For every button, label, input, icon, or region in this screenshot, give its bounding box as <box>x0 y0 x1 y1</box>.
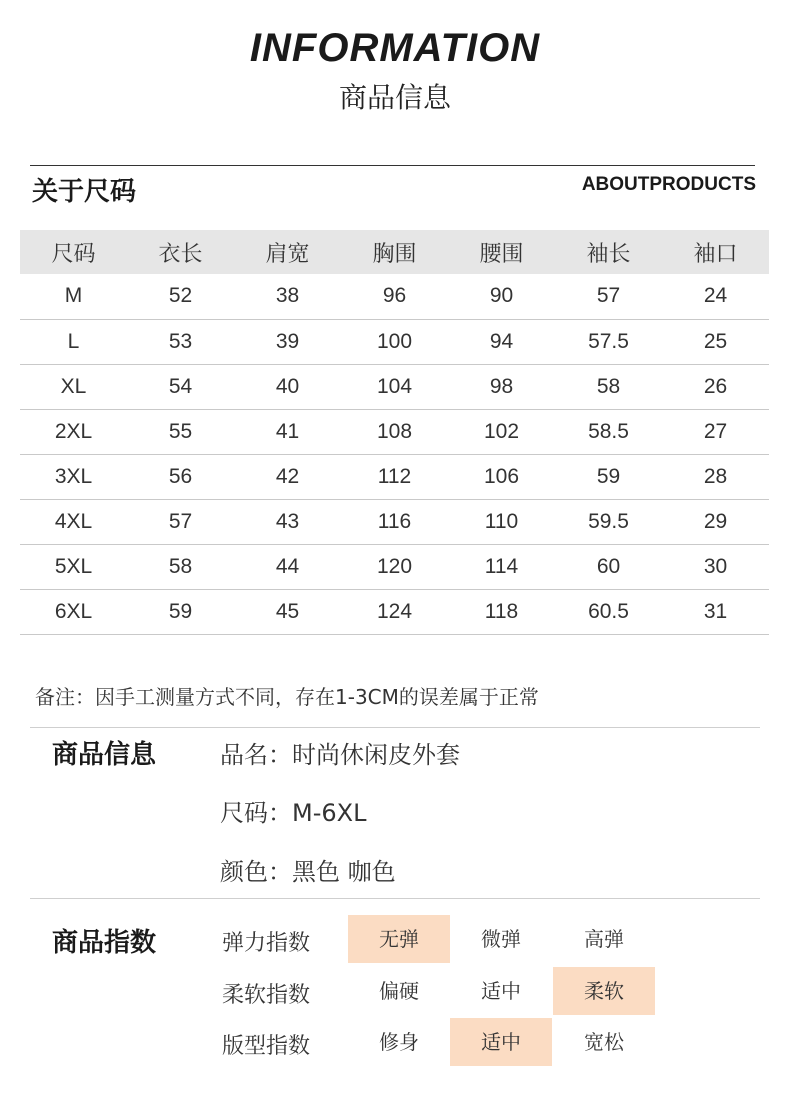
table-cell: XL <box>20 364 127 409</box>
product-name: 品名：时尚休闲皮外套 <box>220 741 460 769</box>
table-cell: 114 <box>448 544 555 589</box>
table-cell: 25 <box>662 319 769 364</box>
table-cell: 100 <box>341 319 448 364</box>
table-cell: 39 <box>234 319 341 364</box>
table-cell: M <box>20 274 127 319</box>
table-cell: 27 <box>662 409 769 454</box>
table-cell: 56 <box>127 454 234 499</box>
index-label: 弹力指数 <box>222 931 311 956</box>
index-option: 高弹 <box>584 927 624 951</box>
table-cell: 44 <box>234 544 341 589</box>
size-table-header <box>20 230 769 274</box>
table-cell: 104 <box>341 364 448 409</box>
product-size-range: 尺码：M-6XL <box>220 799 367 827</box>
divider-index <box>30 898 760 899</box>
table-cell: 110 <box>448 499 555 544</box>
table-cell: 29 <box>662 499 769 544</box>
table-cell: 112 <box>341 454 448 499</box>
table-cell: 58 <box>555 364 662 409</box>
table-cell: 3XL <box>20 454 127 499</box>
product-index-title: 商品指数 <box>52 928 157 958</box>
page-subtitle: 商品信息 <box>338 81 451 114</box>
table-cell: 28 <box>662 454 769 499</box>
column-header: 胸围 <box>341 230 448 274</box>
table-cell: 30 <box>662 544 769 589</box>
table-cell: 54 <box>127 364 234 409</box>
column-header: 衣长 <box>127 230 234 274</box>
table-cell: 94 <box>448 319 555 364</box>
product-info-title: 商品信息 <box>52 740 157 770</box>
table-cell: 26 <box>662 364 769 409</box>
index-label: 柔软指数 <box>222 983 311 1008</box>
table-cell: 41 <box>234 409 341 454</box>
table-cell: 4XL <box>20 499 127 544</box>
table-cell: 6XL <box>20 589 127 634</box>
table-cell: 116 <box>341 499 448 544</box>
page-title: INFORMATION <box>249 26 541 70</box>
table-cell: 118 <box>448 589 555 634</box>
table-cell: 31 <box>662 589 769 634</box>
table-cell: 40 <box>234 364 341 409</box>
table-cell: 60 <box>555 544 662 589</box>
table-cell: 102 <box>448 409 555 454</box>
table-cell: 38 <box>234 274 341 319</box>
top-divider <box>30 165 755 166</box>
table-cell: 2XL <box>20 409 127 454</box>
table-row <box>20 409 769 454</box>
divider-info <box>30 727 760 728</box>
table-row <box>20 454 769 499</box>
index-option-selected: 无弹 <box>348 915 450 963</box>
index-option: 微弹 <box>481 927 521 951</box>
column-header: 腰围 <box>448 230 555 274</box>
measurement-note: 备注：因手工测量方式不同，存在1-3CM的误差属于正常 <box>35 685 539 709</box>
table-cell: 5XL <box>20 544 127 589</box>
size-table <box>20 230 769 635</box>
table-cell: 58 <box>127 544 234 589</box>
table-cell: 57 <box>127 499 234 544</box>
table-cell: 90 <box>448 274 555 319</box>
column-header: 袖口 <box>662 230 769 274</box>
table-cell: 98 <box>448 364 555 409</box>
column-header: 袖长 <box>555 230 662 274</box>
table-cell: 59 <box>127 589 234 634</box>
table-cell: 108 <box>341 409 448 454</box>
section-title-size: 关于尺码 <box>32 177 137 207</box>
table-cell: 120 <box>341 544 448 589</box>
index-option: 宽松 <box>584 1030 624 1054</box>
table-cell: L <box>20 319 127 364</box>
product-colors: 颜色：黑色 咖色 <box>220 858 396 886</box>
table-row <box>20 364 769 409</box>
table-cell: 55 <box>127 409 234 454</box>
table-cell: 53 <box>127 319 234 364</box>
table-cell: 52 <box>127 274 234 319</box>
table-cell: 42 <box>234 454 341 499</box>
index-option: 适中 <box>481 979 521 1003</box>
column-header: 肩宽 <box>234 230 341 274</box>
table-row <box>20 499 769 544</box>
table-cell: 43 <box>234 499 341 544</box>
size-table-body <box>20 274 769 634</box>
column-header: 尺码 <box>20 230 127 274</box>
index-option-selected: 柔软 <box>553 967 655 1015</box>
index-label: 版型指数 <box>222 1034 311 1059</box>
table-cell: 57.5 <box>555 319 662 364</box>
table-cell: 96 <box>341 274 448 319</box>
table-cell: 24 <box>662 274 769 319</box>
table-cell: 60.5 <box>555 589 662 634</box>
table-row <box>20 589 769 634</box>
table-cell: 58.5 <box>555 409 662 454</box>
table-cell: 106 <box>448 454 555 499</box>
table-cell: 59 <box>555 454 662 499</box>
index-option: 偏硬 <box>379 979 419 1003</box>
table-row <box>20 544 769 589</box>
table-cell: 59.5 <box>555 499 662 544</box>
section-title-english: ABOUTPRODUCTS <box>581 174 756 195</box>
index-option-selected: 适中 <box>450 1018 552 1066</box>
table-cell: 57 <box>555 274 662 319</box>
index-option: 修身 <box>379 1030 419 1054</box>
table-row <box>20 319 769 364</box>
table-cell: 124 <box>341 589 448 634</box>
table-cell: 45 <box>234 589 341 634</box>
table-row <box>20 274 769 319</box>
